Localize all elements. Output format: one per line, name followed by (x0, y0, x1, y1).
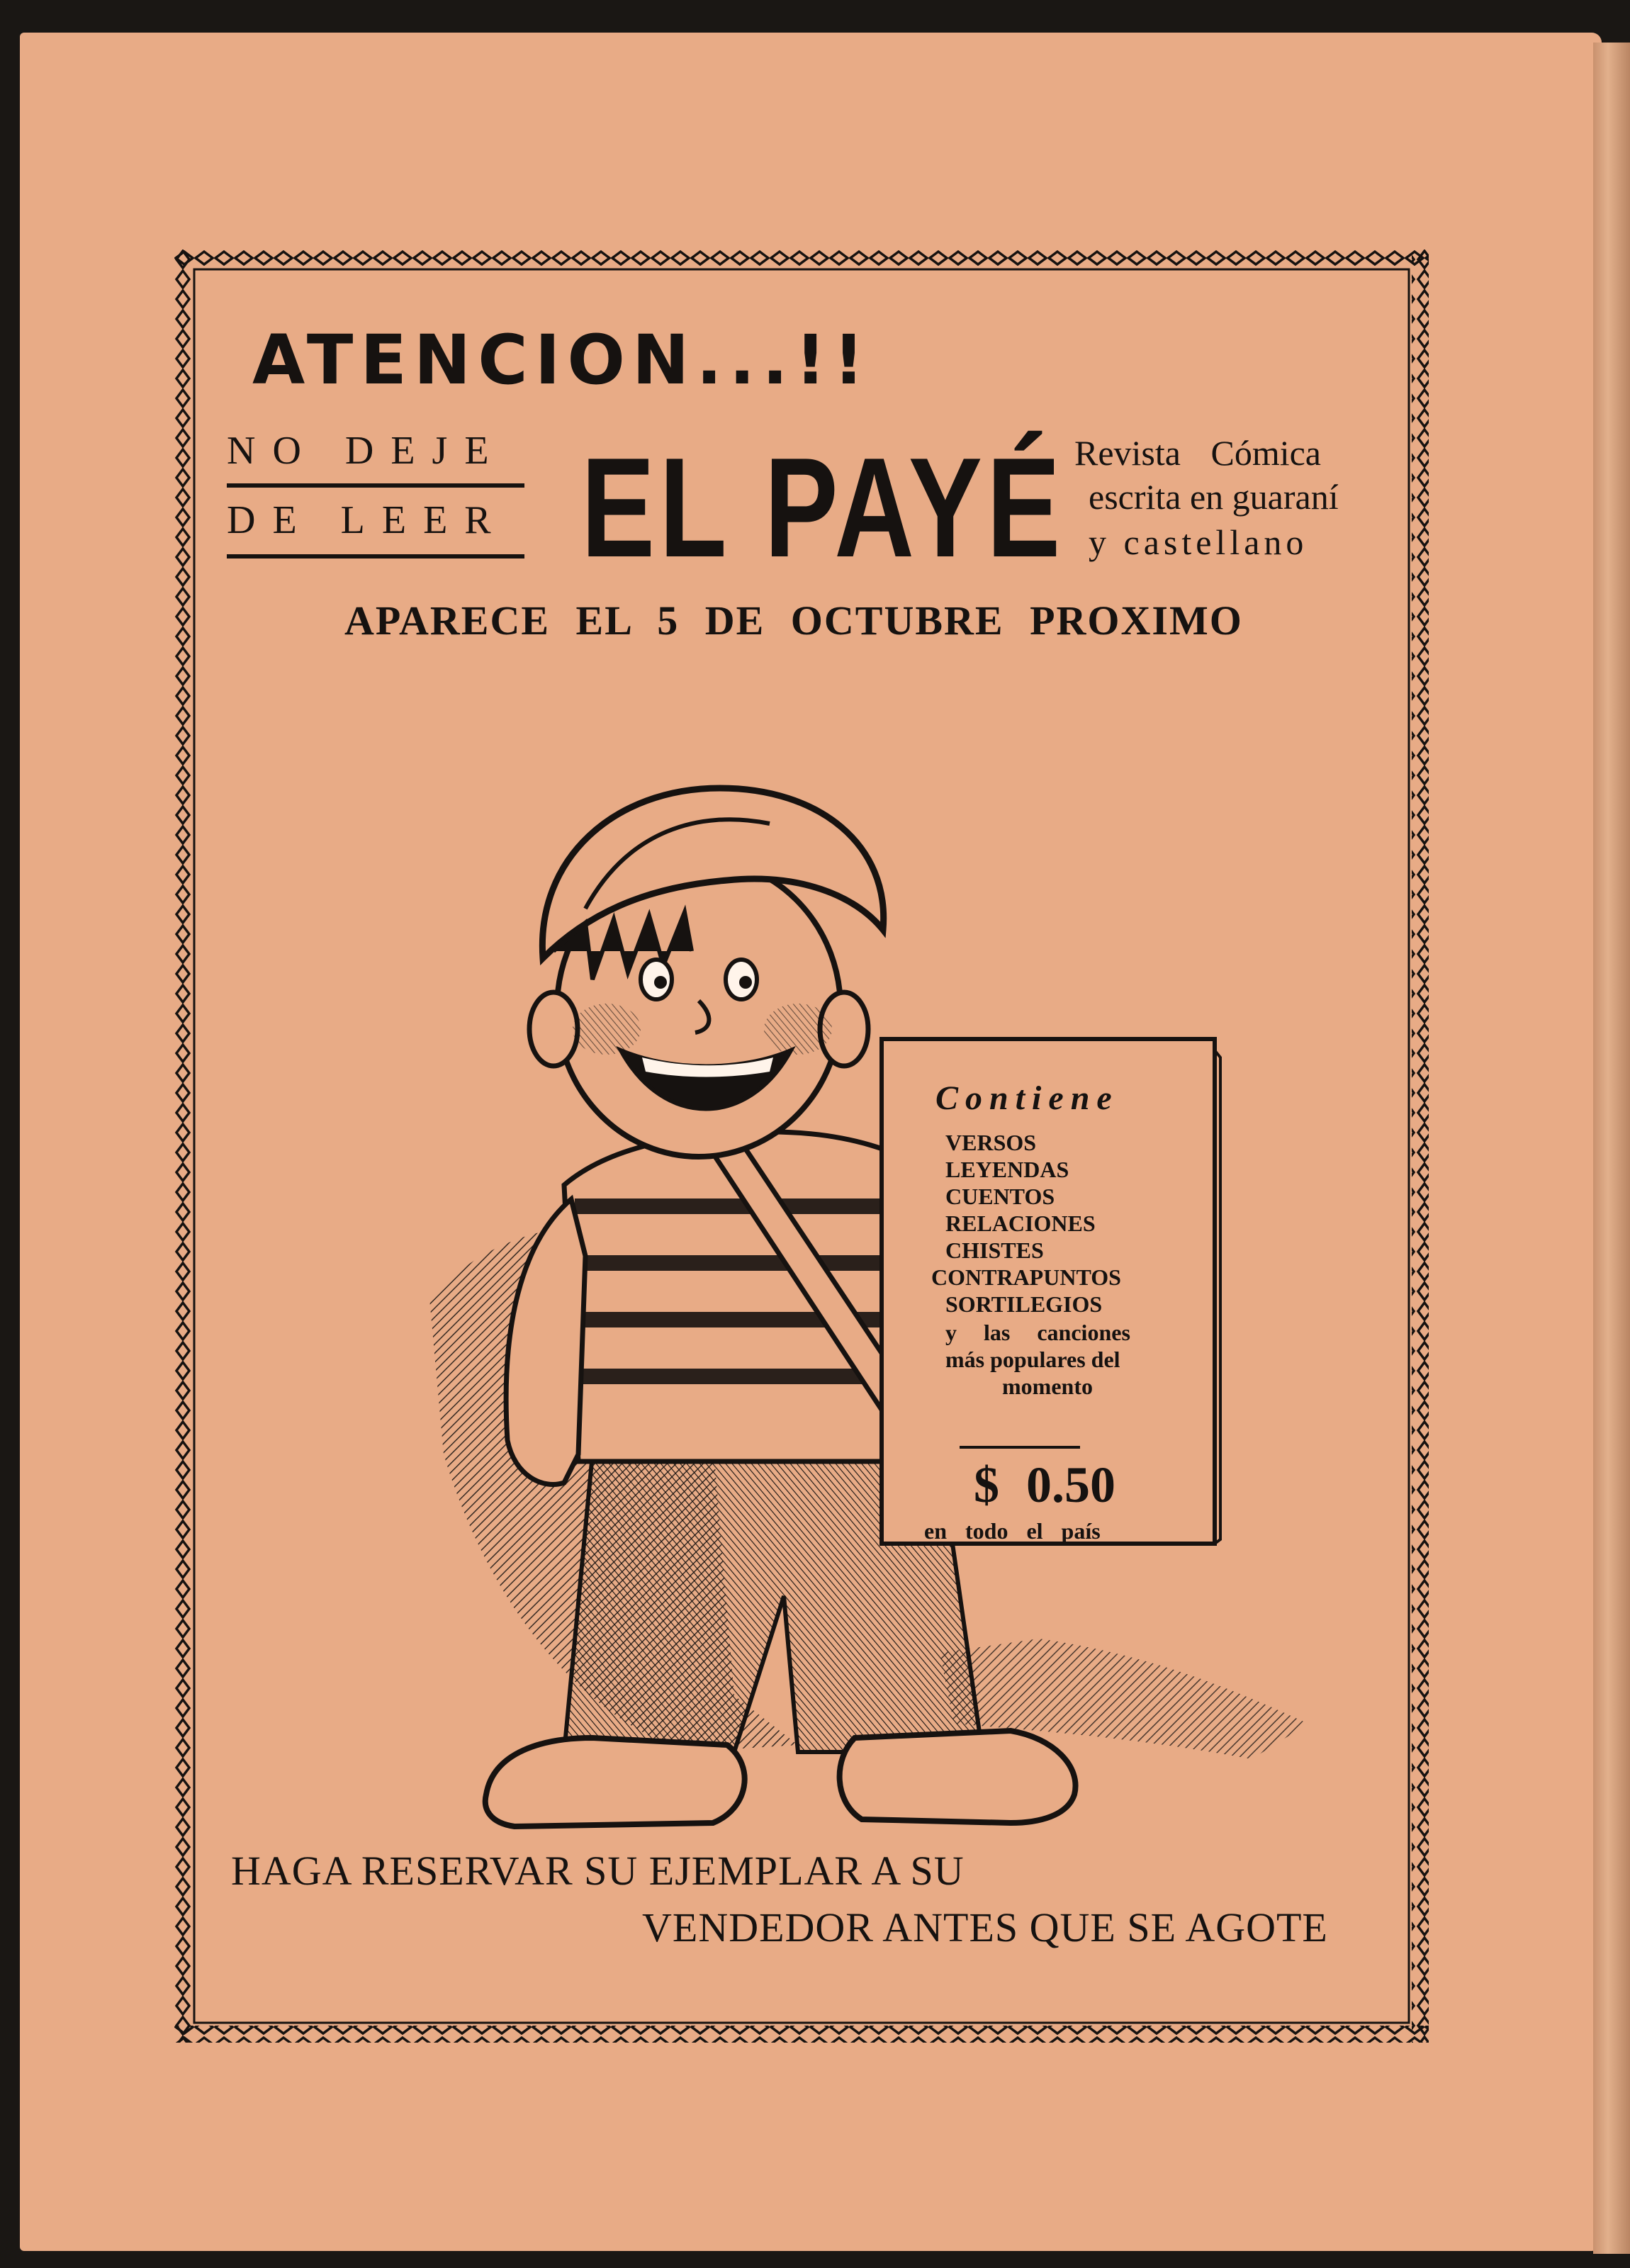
price: $ 0.50 (974, 1456, 1115, 1513)
footer-line-2: VENDEDOR ANTES QUE SE AGOTE (642, 1904, 1328, 1950)
sign-item: RELACIONES (945, 1211, 1096, 1236)
magazine-title: EL PAYÉ (581, 429, 1065, 587)
subtitle-line-2: escrita en guaraní (1089, 477, 1339, 517)
no-deje-text: NO DEJE (227, 429, 506, 473)
sign-extra-line: momento (1002, 1374, 1093, 1399)
sign-item: CUENTOS (945, 1184, 1055, 1209)
sign-item: CONTRAPUNTOS (931, 1264, 1121, 1290)
sign-item: VERSOS (945, 1130, 1037, 1155)
footer-line-1: HAGA RESERVAR SU EJEMPLAR A SU (231, 1848, 965, 1894)
headline: ATENCION...!! (252, 320, 872, 400)
sign-item: SORTILEGIOS (945, 1291, 1103, 1317)
sign-item: LEYENDAS (945, 1157, 1069, 1182)
divider (227, 483, 524, 488)
de-leer-text: DE LEER (227, 498, 508, 542)
price-note: en todo el país (924, 1518, 1101, 1544)
sign-extra-line: más populares del (945, 1347, 1120, 1372)
release-announcement: APARECE EL 5 DE OCTUBRE PROXIMO (344, 597, 1243, 644)
page-edge (1593, 43, 1630, 2254)
subtitle-line-1: Revista Cómica (1074, 433, 1321, 473)
contents-sign (875, 1029, 1222, 1554)
sign-extra-line: y las canciones (945, 1320, 1130, 1345)
subtitle-line-3: y castellano (1089, 522, 1308, 562)
sign-item: CHISTES (945, 1237, 1044, 1263)
divider (227, 554, 524, 558)
sign-divider (960, 1446, 1080, 1449)
sign-heading: Contiene (935, 1079, 1119, 1117)
advertisement-frame (174, 249, 1429, 2043)
